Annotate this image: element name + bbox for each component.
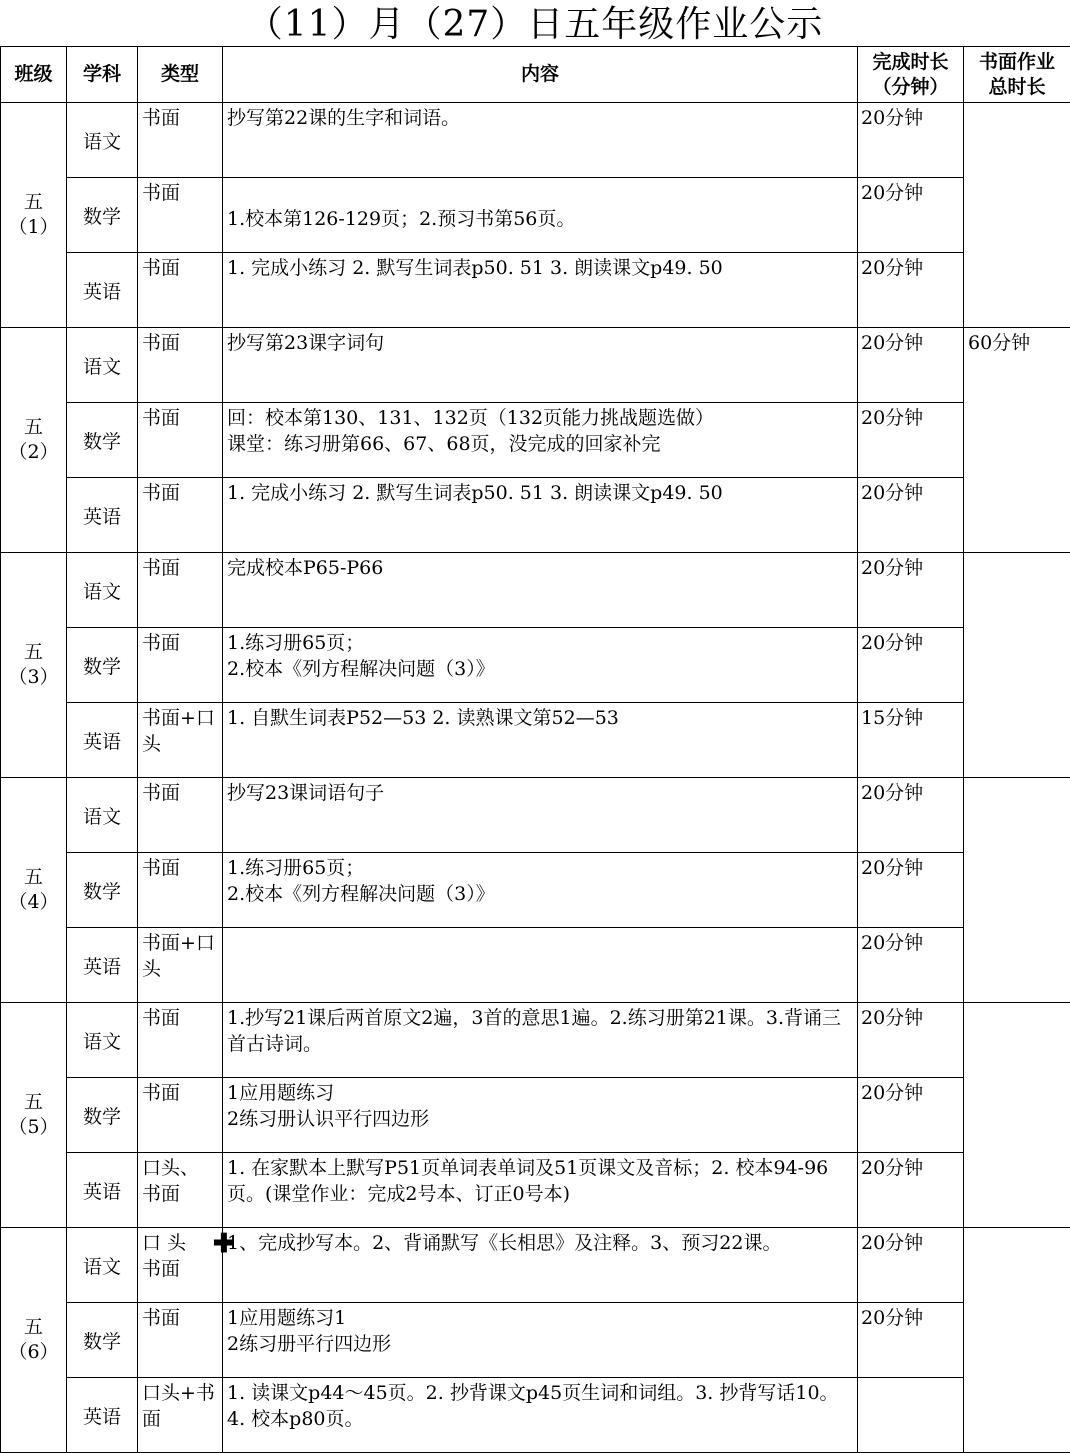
content-cell: 抄写第22课的生字和词语。 (223, 103, 858, 178)
content-cell: 1.练习册65页； 2.校本《列方程解决问题（3）》 (223, 853, 858, 928)
subject-cell: 语文 (67, 103, 138, 178)
class-cell: 五 （3） (1, 553, 67, 778)
duration-cell: 20分钟 (858, 1228, 964, 1303)
table-row (1, 1228, 1070, 1303)
table-row (1, 1003, 1070, 1078)
subject-cell: 语文 (67, 1228, 138, 1303)
kind-cell: 书面 (138, 253, 223, 328)
duration-cell: 20分钟 (858, 328, 964, 403)
subject-cell: 语文 (67, 328, 138, 403)
page-title: （11）月（27）日五年级作业公示 (246, 4, 824, 45)
duration-cell: 20分钟 (858, 853, 964, 928)
table-row (1, 703, 1070, 778)
duration-cell: 20分钟 (858, 778, 964, 853)
content-cell: 1. 自默生词表P52—53 2. 读熟课文第52—53 (223, 703, 858, 778)
duration-cell: 20分钟 (858, 103, 964, 178)
table-row (1, 853, 1070, 928)
header-class: 班级 (1, 47, 67, 103)
kind-cell: 书面 (138, 1003, 223, 1078)
duration-cell (858, 1378, 964, 1453)
duration-cell: 20分钟 (858, 1303, 964, 1378)
kind-cell: 书面 (138, 328, 223, 403)
duration-cell: 20分钟 (858, 628, 964, 703)
header-subject: 学科 (67, 47, 138, 103)
duration-cell: 20分钟 (858, 1153, 964, 1228)
subject-cell: 英语 (67, 1153, 138, 1228)
content-cell: 回：校本第130、131、132页（132页能力挑战题选做） 课堂：练习册第66、67、68页，没完成的回家补完 (223, 403, 858, 478)
table-row (1, 928, 1070, 1003)
kind-cell: 书面 (138, 553, 223, 628)
table-row (1, 553, 1070, 628)
subject-cell: 英语 (67, 478, 138, 553)
content-cell (223, 928, 858, 1003)
content-cell: 抄写23课词语句子 (223, 778, 858, 853)
table-row (1, 403, 1070, 478)
duration-cell: 20分钟 (858, 553, 964, 628)
total-cell (964, 553, 1070, 778)
content-cell: 1.抄写21课后两首原文2遍，3首的意思1遍。2.练习册第21课。3.背诵三首古诗词。 (223, 1003, 858, 1078)
table-row (1, 478, 1070, 553)
subject-cell: 英语 (67, 703, 138, 778)
content-cell: 1应用题练习1 2练习册平行四边形 (223, 1303, 858, 1378)
total-cell (964, 103, 1070, 328)
content-cell: 1.练习册65页； 2.校本《列方程解决问题（3）》 (223, 628, 858, 703)
duration-cell: 20分钟 (858, 403, 964, 478)
duration-cell: 20分钟 (858, 253, 964, 328)
kind-cell: 口头、 书面 (138, 1153, 223, 1228)
subject-cell: 语文 (67, 778, 138, 853)
table-row (1, 103, 1070, 178)
header-row (1, 47, 1070, 103)
total-cell (964, 778, 1070, 1003)
total-cell: 60分钟 (964, 328, 1070, 553)
class-cell: 五 （2） (1, 328, 67, 553)
subject-cell: 英语 (67, 928, 138, 1003)
duration-cell: 20分钟 (858, 1003, 964, 1078)
subject-cell: 数学 (67, 1303, 138, 1378)
kind-cell: 书面 (138, 628, 223, 703)
kind-cell: 书面 (138, 103, 223, 178)
class-cell: 五 （5） (1, 1003, 67, 1228)
subject-cell: 英语 (67, 1378, 138, 1453)
duration-cell: 20分钟 (858, 928, 964, 1003)
kind-cell: 书面+口头 (138, 703, 223, 778)
table-row (1, 178, 1070, 253)
subject-cell: 英语 (67, 253, 138, 328)
table-row (1, 628, 1070, 703)
table-row (1, 1378, 1070, 1453)
table-row (1, 328, 1070, 403)
kind-cell: 口头+书面 (138, 1378, 223, 1453)
content-cell: ✚ 1、完成抄写本。2、背诵默写《长相思》及注释。3、预习22课。 (223, 1228, 858, 1303)
class-cell: 五 （4） (1, 778, 67, 1003)
table-row (1, 1153, 1070, 1228)
kind-cell: 书面 (138, 853, 223, 928)
homework-table (0, 46, 1070, 1453)
duration-cell: 15分钟 (858, 703, 964, 778)
table-row (1, 778, 1070, 853)
content-cell: 1. 读课文p44～45页。2. 抄背课文p45页生词和词组。3. 抄背写话10。 4. 校本p80页。 (223, 1378, 858, 1453)
content-text: 1、完成抄写本。2、背诵默写《长相思》及注释。3、预习22课。 (227, 1232, 782, 1254)
header-content: 内容 (223, 47, 858, 103)
content-cell: 1.校本第126-129页；2.预习书第56页。 (223, 178, 858, 253)
header-kind: 类型 (138, 47, 223, 103)
duration-cell: 20分钟 (858, 1078, 964, 1153)
content-cell: 1. 在家默本上默写P51页单词表单词及51页课文及音标；2. 校本94-96页。(课堂作业：完成2号本、订正0号本) (223, 1153, 858, 1228)
kind-cell: 书面 (138, 1303, 223, 1378)
subject-cell: 数学 (67, 628, 138, 703)
content-cell: 1. 完成小练习 2. 默写生词表p50. 51 3. 朗读课文p49. 50 (223, 253, 858, 328)
duration-cell: 20分钟 (858, 178, 964, 253)
kind-cell: 书面 (138, 403, 223, 478)
header-duration: 完成时长 （分钟） (858, 47, 964, 103)
subject-cell: 语文 (67, 553, 138, 628)
total-cell (964, 1003, 1070, 1228)
kind-cell: 书面 (138, 178, 223, 253)
content-cell: 抄写第23课字词句 (223, 328, 858, 403)
duration-cell: 20分钟 (858, 478, 964, 553)
class-cell: 五 （1） (1, 103, 67, 328)
kind-cell: 书面 (138, 478, 223, 553)
subject-cell: 数学 (67, 178, 138, 253)
table-row (1, 253, 1070, 328)
subject-cell: 数学 (67, 403, 138, 478)
header-total: 书面作业 总时长 (964, 47, 1070, 103)
subject-cell: 数学 (67, 853, 138, 928)
table-row (1, 1303, 1070, 1378)
kind-cell: 书面 (138, 1078, 223, 1153)
subject-cell: 语文 (67, 1003, 138, 1078)
content-cell: 1应用题练习 2练习册认识平行四边形 (223, 1078, 858, 1153)
kind-cell: 书面+口头 (138, 928, 223, 1003)
total-cell (964, 1228, 1070, 1453)
content-cell: 1. 完成小练习 2. 默写生词表p50. 51 3. 朗读课文p49. 50 (223, 478, 858, 553)
kind-cell: 书面 (138, 778, 223, 853)
content-cell: 完成校本P65-P66 (223, 553, 858, 628)
kind-cell: 口 头 书面 (138, 1228, 223, 1303)
subject-cell: 数学 (67, 1078, 138, 1153)
table-row (1, 1078, 1070, 1153)
class-cell: 五 （6） (1, 1228, 67, 1453)
